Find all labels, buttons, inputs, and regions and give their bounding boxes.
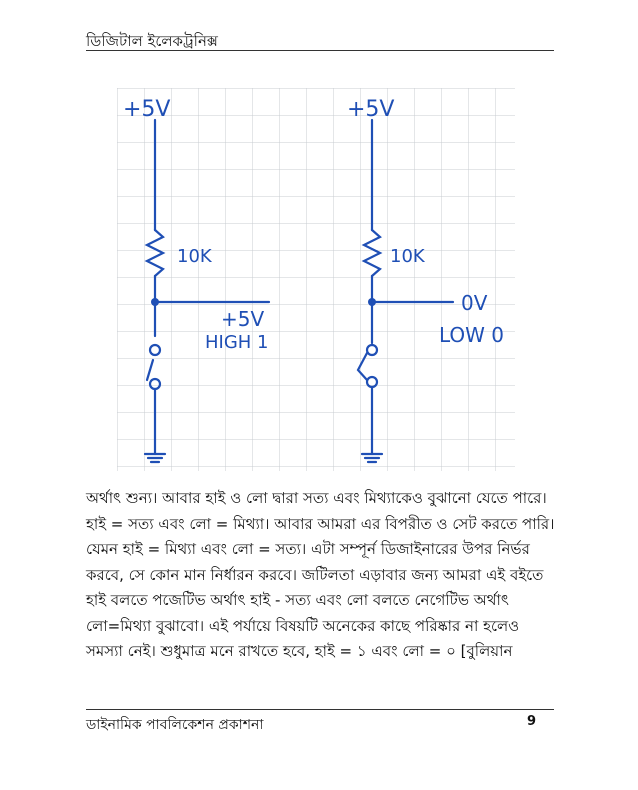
body-line: করবে, সে কোন মান নির্ধারন করবে। জটিলতা এড়াবার জন্য আমরা এই বইতে [86, 565, 544, 584]
right-output-voltage: 0V [461, 291, 488, 315]
body-line: যেমন হাই = মিথ্যা এবং লো = সত্য। এটা সম্পূর্ন ডিজাইনারের উপর নির্ভর [86, 540, 530, 558]
left-resistor-label: 10K [177, 246, 212, 267]
left-supply-label: +5V [123, 97, 171, 122]
page-header-title: ডিজিটাল ইলেকট্রনিক্স [86, 32, 218, 50]
left-output-node-dot [151, 298, 159, 306]
right-resistor-label: 10K [390, 246, 425, 267]
circuit-figure [117, 88, 515, 471]
body-line: হাই বলতে পজেটিভ অর্থাৎ হাই - সত্য এবং লো বলতে নেগেটিভ অর্থাৎ [86, 591, 509, 609]
page-number: 9 [527, 714, 537, 729]
body-line: লো=মিথ্যা বুঝাবো। এই পর্যায়ে বিষয়টি অনেকের কাছে পরিষ্কার না হলেও [86, 616, 520, 635]
left-output-state: HIGH 1 [205, 332, 269, 353]
left-output-voltage: +5V [221, 307, 265, 331]
right-output-state: LOW 0 [439, 323, 505, 347]
right-output-node-dot [368, 298, 376, 306]
graph-paper-grid [117, 88, 515, 471]
header-rule [86, 50, 554, 51]
body-paragraph [86, 486, 556, 665]
footer-rule [86, 709, 554, 710]
body-line: অর্থাৎ শুন্য। আবার হাই ও লো দ্বারা সত্য এবং মিথ্যাকেও বুঝানো যেতে পারে। [86, 489, 547, 507]
footer-publisher: ডাইনামিক পাবলিকেশন প্রকাশনা [86, 717, 264, 733]
body-line: সমস্যা নেই। শুধুমাত্র মনে রাখতে হবে, হাই = ১ এবং লো = ০ [বুলিয়ান [86, 642, 513, 660]
body-line: হাই = সত্য এবং লো = মিথ্যা। আবার আমরা এর বিপরীত ও সেট করতে পারি। [86, 514, 555, 533]
right-supply-label: +5V [347, 97, 395, 122]
